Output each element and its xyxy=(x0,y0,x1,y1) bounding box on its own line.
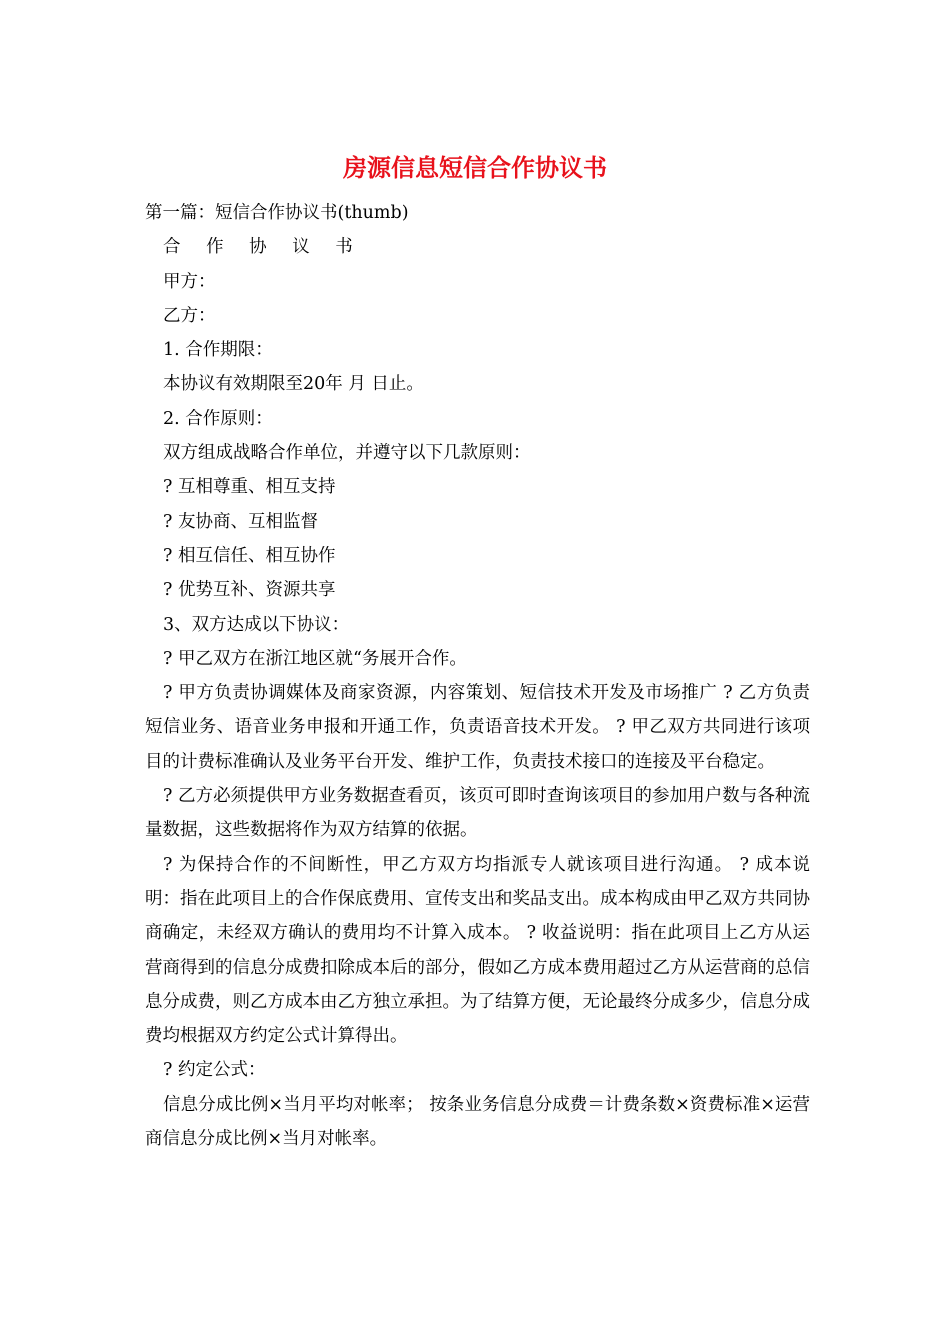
document-title: 房源信息短信合作协议书 xyxy=(343,153,607,182)
paragraph-cost-revenue: ? 为保持合作的不间断性，甲乙方双方均指派专人就该项目进行沟通。 ? 成本说明：指在此项目上的合作保底费用、宣传支出和奖品支出。成本构成由甲乙双方共同协商确定，未经双方确认的费用均不计算入成本。 ? 收益说明：指在此项目上乙方从运营商得到的信息分成费扣除成本后的部分，假如乙方成本费用超过乙方从运营商的总信息分成费，则乙方成本由乙方独立承担。为了结算方便，无论最终分成多少，信息分成费均根据双方约定公式计算得出。 xyxy=(145,854,810,1047)
list-item: ? 甲乙双方在浙江地区就“务展开合作。 xyxy=(163,648,467,669)
list-item: ? 互相尊重、相互支持 xyxy=(163,477,336,498)
list-item: ? 约定公式： xyxy=(163,1060,266,1081)
clause-heading-principles: 2. 合作原则： xyxy=(163,408,273,429)
document-body xyxy=(145,196,810,1156)
paragraph-formula: 信息分成比例×当月平均对帐率； 按条业务信息分成费＝计费条数×资费标准×运营商信息分成比例×当月对帐率。 xyxy=(145,1094,810,1150)
agreement-heading: 合 作 协 议 书 xyxy=(163,237,363,258)
list-item: ? 优势互补、资源共享 xyxy=(163,580,336,601)
party-a-line: 甲方： xyxy=(163,271,216,292)
list-item: ? 友协商、互相监督 xyxy=(163,511,318,532)
paragraph-principles: 双方组成战略合作单位，并遵守以下几款原则： xyxy=(163,443,531,464)
paragraph-data-page: ? 乙方必须提供甲方业务数据查看页，该页可即时查询该项目的参加用户数与各种流量数据，这些数据将作为双方结算的依据。 xyxy=(145,786,810,841)
clause-heading-agreement: 3、双方达成以下协议： xyxy=(163,614,350,635)
clause-heading-term: 1. 合作期限： xyxy=(163,340,273,361)
party-b-line: 乙方： xyxy=(163,305,216,326)
paragraph-term: 本协议有效期限至20年 月 日止。 xyxy=(163,374,424,395)
list-item: ? 相互信任、相互协作 xyxy=(163,545,336,566)
section-heading: 第一篇：短信合作协议书(thumb) xyxy=(145,203,409,223)
paragraph-responsibilities: ? 甲方负责协调媒体及商家资源，内容策划、短信技术开发及市场推广 ? 乙方负责短信业务、语音业务申报和开通工作，负责语音技术开发。 ? 甲乙双方共同进行该项目的计费标准确认及业务平台开发、维护工作，负责技术接口的连接及平台稳定。 xyxy=(145,683,810,772)
